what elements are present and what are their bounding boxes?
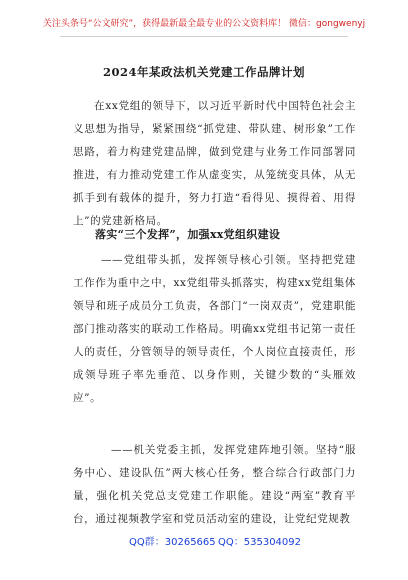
- paragraph-party-committee: ——机关党委主抓，发挥党建阵地引领。坚持“服务中心、建设队伍”两大核心任务，整合综合行政部门力量，强化机关党总支党建工作职能。建设“两室”教育平台，通过视频教学室和党员活动室的建设，让党纪党规教: [73, 444, 356, 525]
- footer-qq-contact: QQ：535304092: [218, 537, 302, 548]
- paragraph-party-group: ——党组带头抓，发挥领导核心引领。坚持把党建工作作为重中之中，xx党组带头抓落实，构建xx党组集体领导和班子成员分工负责，各部门“一岗双责”，党建职能部门推动落实的联动工作格局。明确xx党组书记第一责任人的责任，分管领导的领导责任，个人岗位直接责任，形成领导班子率先垂范、以身作则，关键少数的“头雁效应”。: [73, 254, 356, 404]
- document-title: 2024年某政法机关党建工作品牌计划: [102, 65, 305, 79]
- footer-qq-group: QQ群：30265665: [129, 537, 216, 548]
- paragraph-intro: 在xx党组的领导下，以习近平新时代中国特色社会主义思想为指导，紧紧围绕“抓党建、带队建、树形象”工作思路，着力构建党建品牌，做到党建与业务工作同部署同推进，有力推动党建工作从虚变实，从笼统变具体，从无抓手到有载体的提升，努力打造“看得见、摸得着、用得上”的党建新格局。: [73, 100, 356, 227]
- header-banner: 关注头条号“公文研究”，获得最新最全最专业的公文资料库！ 微信：gongwenyj: [42, 19, 366, 29]
- header-divider: [60, 36, 348, 37]
- section-heading: 落实“三个发挥”，加强xx党组织建设: [95, 228, 281, 241]
